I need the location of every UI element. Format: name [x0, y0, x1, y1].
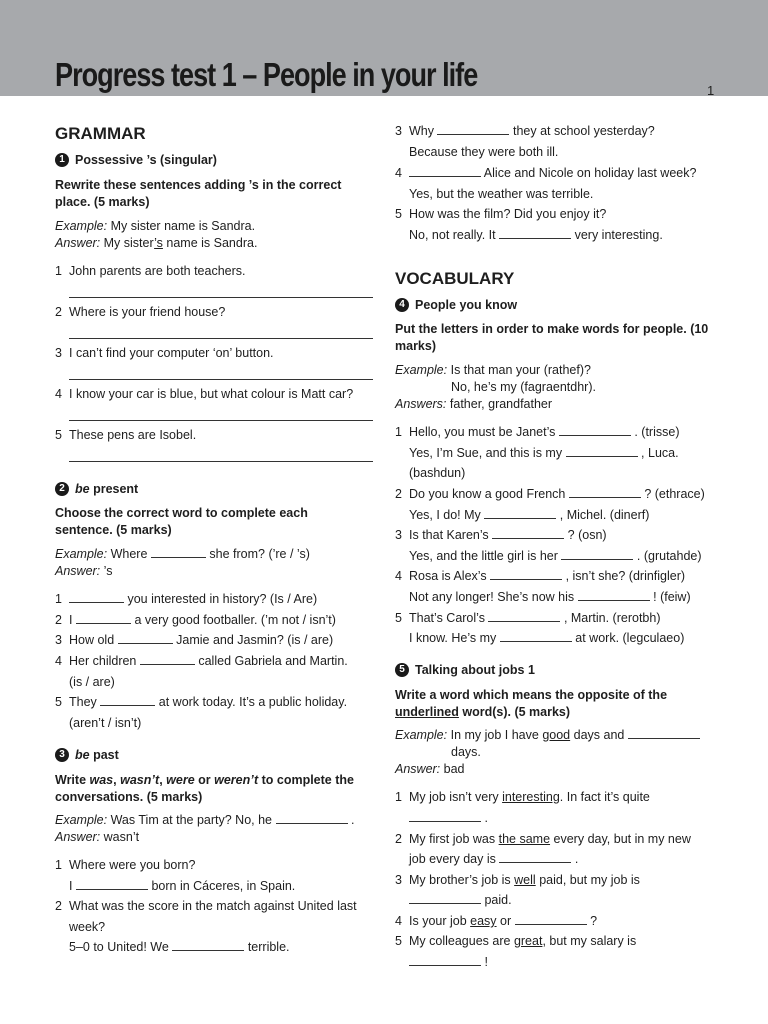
list-item: 4 Rosa is Alex’s , isn’t she? (drinfigler) [395, 569, 686, 583]
list-item-reply: 5–0 to United! We terrible. [69, 940, 290, 954]
exercise-3-header: 3 be past [55, 748, 119, 762]
list-item: 1 Where were you born? [55, 858, 196, 872]
list-item-reply: I know. He’s my at work. (legculaeo) [409, 631, 685, 645]
exercise-instruction: Write a word which means the opposite of the [395, 688, 668, 702]
exercise-1-header [55, 153, 217, 167]
fill-blank[interactable] [499, 227, 571, 239]
list-item: 2 I a very good footballer. (’m not / isn’t) [55, 613, 336, 627]
example-line: Example: Was Tim at the party? No, he . [55, 813, 355, 827]
fill-blank[interactable] [76, 878, 148, 890]
fill-blank[interactable] [140, 653, 195, 665]
answer-line-rule[interactable] [69, 297, 373, 298]
list-item: 3 Why they at school yesterday? [395, 124, 655, 138]
list-item: 4 I know your car is blue, but what colour is Matt car? [55, 387, 354, 401]
list-item: 3 I can’t find your computer ‘on’ button. [55, 346, 274, 360]
fill-blank[interactable] [488, 610, 560, 622]
fill-blank[interactable] [437, 123, 509, 135]
list-item: 2 My first job was the same every day, but in my new [395, 832, 691, 846]
fill-blank[interactable] [409, 954, 481, 966]
exercise-number-badge: 5 [395, 663, 409, 677]
answer-line: Answer: ’s [55, 564, 113, 578]
exercise-instruction-2: underlined word(s). (5 marks) [395, 705, 571, 719]
fill-blank[interactable] [484, 507, 556, 519]
list-item: 3 My brother’s job is well paid, but my job is [395, 873, 640, 887]
fill-blank[interactable] [492, 527, 564, 539]
exercise-number-badge: 1 [55, 153, 69, 167]
answer-line-rule[interactable] [69, 338, 373, 339]
fill-blank[interactable] [559, 424, 631, 436]
list-item-continuation: (aren’t / isn’t) [69, 716, 142, 730]
example-line: Example: In my job I have good days and [395, 727, 700, 744]
page-title: Progress test 1 – People in your life [55, 56, 478, 93]
fill-blank[interactable] [515, 913, 587, 925]
list-item: 3 Is that Karen’s ? (osn) [395, 528, 607, 542]
fill-blank[interactable] [499, 851, 571, 863]
answer-line-rule[interactable] [69, 420, 373, 421]
exercise-number-badge: 3 [55, 748, 69, 762]
exercise-2-header: 2 be present [55, 482, 138, 496]
list-item-reply: Yes, I’m Sue, and this is my , Luca. [409, 446, 679, 460]
exercise-number-badge: 2 [55, 482, 69, 496]
example-line: Example: Where she from? (’re / ’s) [55, 547, 310, 561]
example-line-2: days. [451, 745, 481, 759]
list-item: 1 Hello, you must be Janet’s . (trisse) [395, 425, 680, 439]
list-item-reply: Yes, I do! My , Michel. (dinerf) [409, 508, 650, 522]
example-line: Example: Is that man your (rathef)? [395, 363, 591, 377]
fill-blank[interactable] [76, 612, 131, 624]
fill-blank[interactable] [566, 445, 638, 457]
list-item: 2 Where is your friend house? [55, 305, 226, 319]
exercise-5-header: 5 Talking about jobs 1 [395, 663, 535, 677]
list-item-reply: Yes, and the little girl is her . (grutahde) [409, 549, 702, 563]
list-item-reply: Because they were both ill. [409, 145, 559, 159]
list-item: 4 Her children called Gabriela and Martin. [55, 654, 348, 668]
list-item: 5 That’s Carol’s , Martin. (rerotbh) [395, 611, 661, 625]
list-item: 4 Alice and Nicole on holiday last week? [395, 166, 697, 180]
fill-blank[interactable] [409, 165, 481, 177]
list-item-continuation: ! [409, 954, 488, 971]
answer-line-rule[interactable] [69, 461, 373, 462]
fill-blank[interactable] [100, 694, 155, 706]
list-item: 3 How old Jamie and Jasmin? (is / are) [55, 633, 334, 647]
answer-line: Answer: wasn’t [55, 830, 140, 844]
list-item: 2 What was the score in the match against United last [55, 899, 357, 913]
fill-blank[interactable] [561, 548, 633, 560]
fill-blank[interactable] [500, 630, 572, 642]
list-item-continuation: paid. [409, 892, 512, 909]
answer-line-rule[interactable] [69, 379, 373, 380]
list-item: 5 My colleagues are great, but my salary is [395, 934, 637, 948]
fill-blank[interactable] [578, 589, 650, 601]
fill-blank[interactable] [569, 486, 641, 498]
list-item: 5 How was the film? Did you enjoy it? [395, 207, 607, 221]
fill-blank[interactable] [172, 939, 244, 951]
list-item: 1 you interested in history? (Is / Are) [55, 592, 318, 606]
list-item-continuation: (bashdun) [409, 466, 466, 480]
answer-line: Answer: My sister’s name is Sandra. [55, 236, 258, 250]
list-item-reply: Yes, but the weather was terrible. [409, 187, 594, 201]
exercise-title: Possessive ’s (singular) [75, 153, 217, 167]
example-line-2: No, he’s my (fagraentdhr). [451, 380, 596, 394]
fill-blank[interactable] [490, 568, 562, 580]
list-item-reply: No, not really. It very interesting. [409, 228, 663, 242]
list-item: 4 Is your job easy or ? [395, 914, 598, 928]
list-item-reply: I born in Cáceres, in Spain. [69, 879, 296, 893]
fill-blank[interactable] [409, 892, 481, 904]
list-item: 1 John parents are both teachers. [55, 264, 246, 278]
answer-line: Answer: bad [395, 762, 465, 776]
example-line: Example: My sister name is Sandra. [55, 219, 256, 233]
list-item: 2 Do you know a good French ? (ethrace) [395, 487, 705, 501]
page-number: 1 [707, 83, 715, 98]
grammar-heading: GRAMMAR [55, 124, 146, 143]
exercise-4-header: 4 People you know [395, 298, 517, 312]
list-item-continuation: . [409, 810, 488, 827]
exercise-instruction: Put the letters in order to make words for people. (10 marks) [395, 322, 709, 353]
exercise-instruction: Choose the correct word to complete each sentence. (5 marks) [55, 506, 308, 537]
exercise-instruction: Write was, wasn’t, were or weren’t to complete the conversations. (5 marks) [55, 773, 354, 804]
list-item-continuation: week? [69, 920, 106, 934]
list-item-continuation: (is / are) [69, 675, 115, 689]
fill-blank[interactable] [118, 632, 173, 644]
exercise-number-badge: 4 [395, 298, 409, 312]
fill-blank[interactable] [69, 591, 124, 603]
vocabulary-heading: VOCABULARY [395, 269, 515, 288]
exercise-instruction: Rewrite these sentences adding ’s in the correct place. (5 marks) [55, 178, 342, 209]
list-item: 5 They at work today. It’s a public holiday. [55, 695, 348, 709]
answer-line: Answers: father, grandfather [395, 397, 553, 411]
list-item: 1 My job isn’t very interesting. In fact it’s quite [395, 790, 650, 804]
fill-blank[interactable] [409, 810, 481, 822]
list-item-reply: Not any longer! She’s now his ! (feiw) [409, 590, 691, 604]
list-item: 5 These pens are Isobel. [55, 428, 197, 442]
list-item-continuation: job every day is . [409, 852, 579, 866]
